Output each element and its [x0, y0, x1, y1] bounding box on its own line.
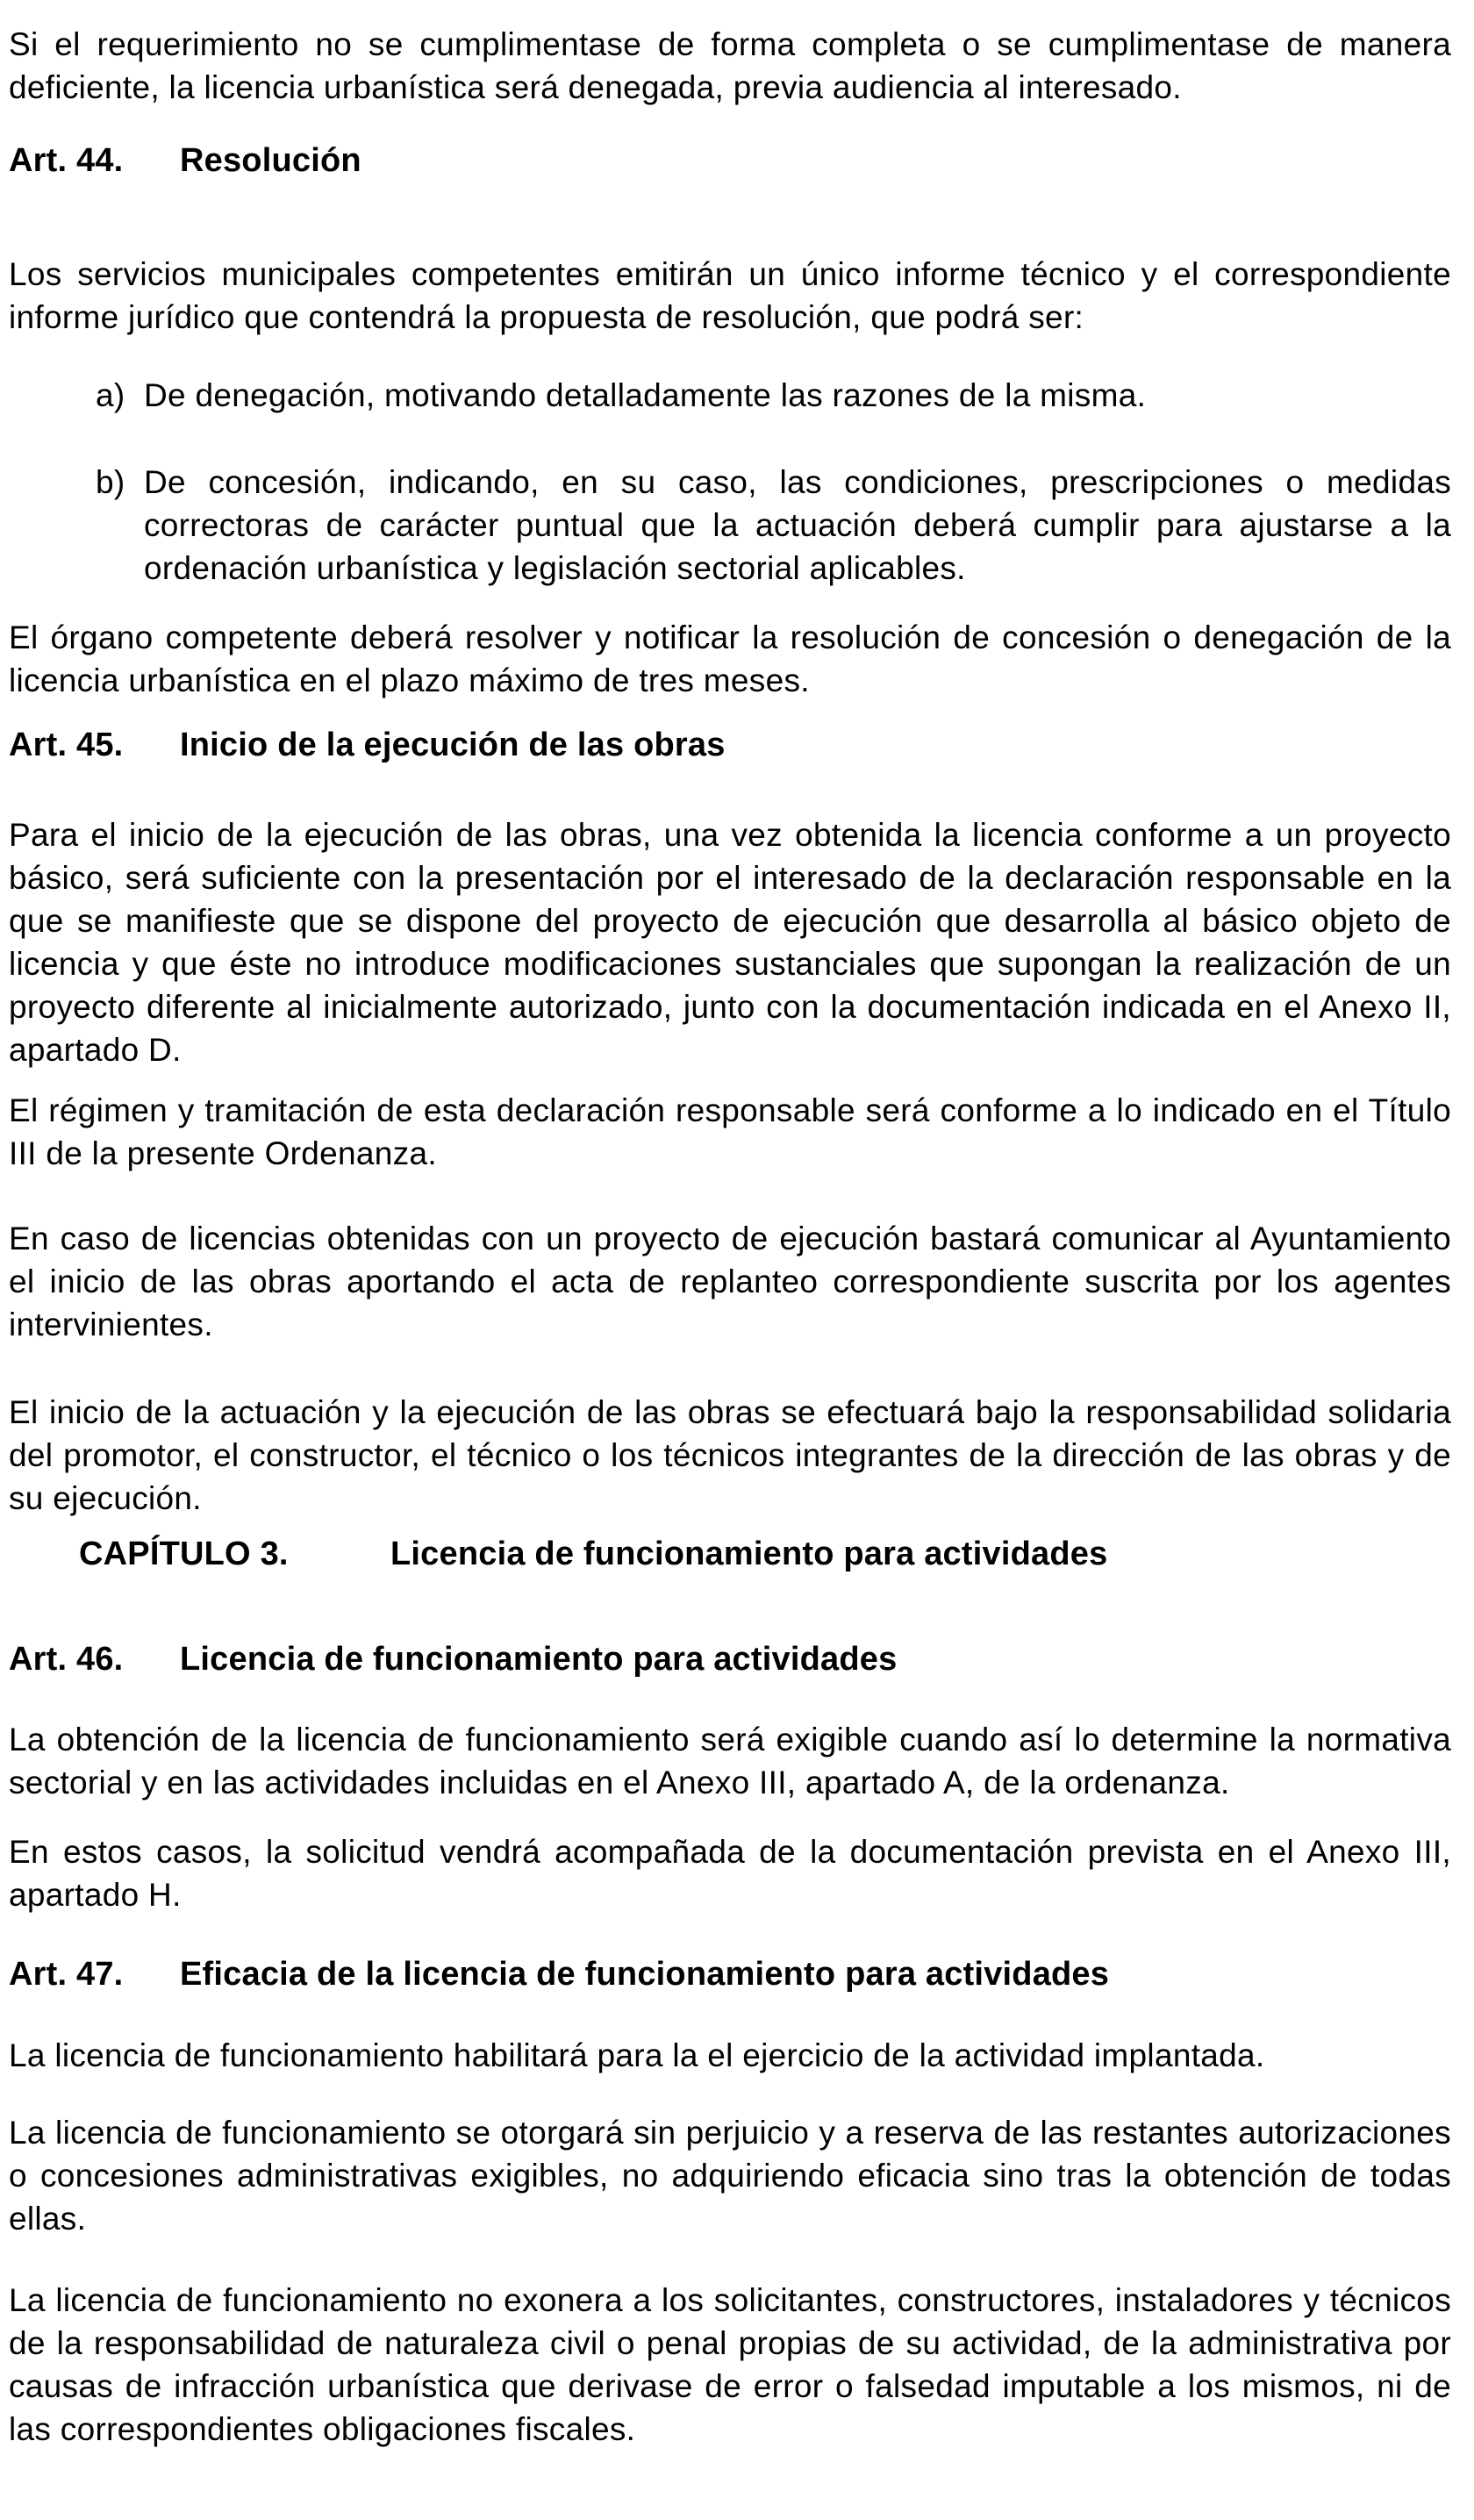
- list-item-text: De denegación, motivando detalladamente las razones de la misma.: [144, 377, 1147, 413]
- article-heading: [9, 724, 1451, 767]
- paragraph: El inicio de la actuación y la ejecución de las obras se efectuará bajo la responsabilidad solidaria del promotor, el constructor, el técnico o los técnicos integrantes de la dirección de las obras y de su ejecución.: [9, 1394, 1451, 1516]
- paragraph: La licencia de funcionamiento no exonera a los solicitantes, constructores, instaladores y técnicos de la responsabilidad de naturaleza civil o penal propias de su actividad, de la administrativa por causas de infracción urbanística que derivase de error o falsedad imputable a los mismos, ni de las correspondientes obligaciones fiscales.: [9, 2282, 1451, 2447]
- paragraph: En caso de licencias obtenidas con un proyecto de ejecución bastará comunicar al Ayuntamiento el inicio de las obras aportando el acta de replanteo correspondiente suscrita por los agentes intervinientes.: [9, 1221, 1451, 1342]
- article-title: Eficacia de la licencia de funcionamiento para actividades: [180, 1956, 1110, 1993]
- chapter-number: CAPÍTULO 3.: [79, 1536, 289, 1572]
- article-heading: [9, 1953, 1451, 1996]
- list-item: [96, 374, 1451, 417]
- article-number: Art. 44.: [9, 142, 124, 179]
- article-title: Resolución: [180, 142, 361, 179]
- list-item-text: De concesión, indicando, en su caso, las condiciones, prescripciones o medidas correctoras de carácter puntual que la actuación deberá cumplir para ajustarse a la ordenación urbanística y legislación sectorial aplicables.: [144, 464, 1451, 586]
- paragraph: Los servicios municipales competentes emitirán un único informe técnico y el correspondiente informe jurídico que contendrá la propuesta de resolución, que podrá ser:: [9, 256, 1451, 335]
- article-number: Art. 45.: [9, 727, 124, 763]
- article-title: Inicio de la ejecución de las obras: [180, 727, 726, 763]
- paragraph: Si el requerimiento no se cumplimentase de forma completa o se cumplimentase de manera deficiente, la licencia urbanística será denegada, previa audiencia al interesado.: [9, 26, 1451, 105]
- paragraph: En estos casos, la solicitud vendrá acompañada de la documentación prevista en el Anexo III, apartado H.: [9, 1834, 1451, 1913]
- article-title: Licencia de funcionamiento para actividades: [180, 1641, 898, 1678]
- article-number: Art. 47.: [9, 1956, 124, 1993]
- paragraph: El órgano competente deberá resolver y notificar la resolución de concesión o denegación de la licencia urbanística en el plazo máximo de tres meses.: [9, 619, 1451, 698]
- paragraph: La obtención de la licencia de funcionamiento será exigible cuando así lo determine la normativa sectorial y en las actividades incluidas en el Anexo III, apartado A, de la ordenanza.: [9, 1722, 1451, 1801]
- article-heading: [9, 140, 1451, 183]
- list-item: [96, 461, 1451, 590]
- paragraph: El régimen y tramitación de esta declaración responsable será conforme a lo indicado en el Título III de la presente Ordenanza.: [9, 1092, 1451, 1171]
- article-heading: [9, 1638, 1451, 1681]
- paragraph: La licencia de funcionamiento se otorgará sin perjuicio y a reserva de las restantes autorizaciones o concesiones administrativas exigibles, no adquiriendo eficacia sino tras la obtención de todas ellas.: [9, 2115, 1451, 2237]
- chapter-title: Licencia de funcionamiento para actividades: [390, 1536, 1108, 1572]
- list-marker: b): [96, 464, 125, 500]
- paragraph: Para el inicio de la ejecución de las obras, una vez obtenida la licencia conforme a un proyecto básico, será suficiente con la presentación por el interesado de la declaración responsable en la que se manifieste que se dispone del proyecto de ejecución que desarrolla al básico objeto de licencia y que éste no introduce modificaciones sustanciales que supongan la realización de un proyecto diferente al inicialmente autorizado, junto con la documentación indicada en el Anexo II, apartado D.: [9, 817, 1451, 1068]
- list-marker: a): [96, 377, 125, 413]
- chapter-heading: [9, 1533, 1451, 1576]
- paragraph: La licencia de funcionamiento habilitará para la el ejercicio de la actividad implantada.: [9, 2037, 1265, 2073]
- article-number: Art. 46.: [9, 1641, 124, 1678]
